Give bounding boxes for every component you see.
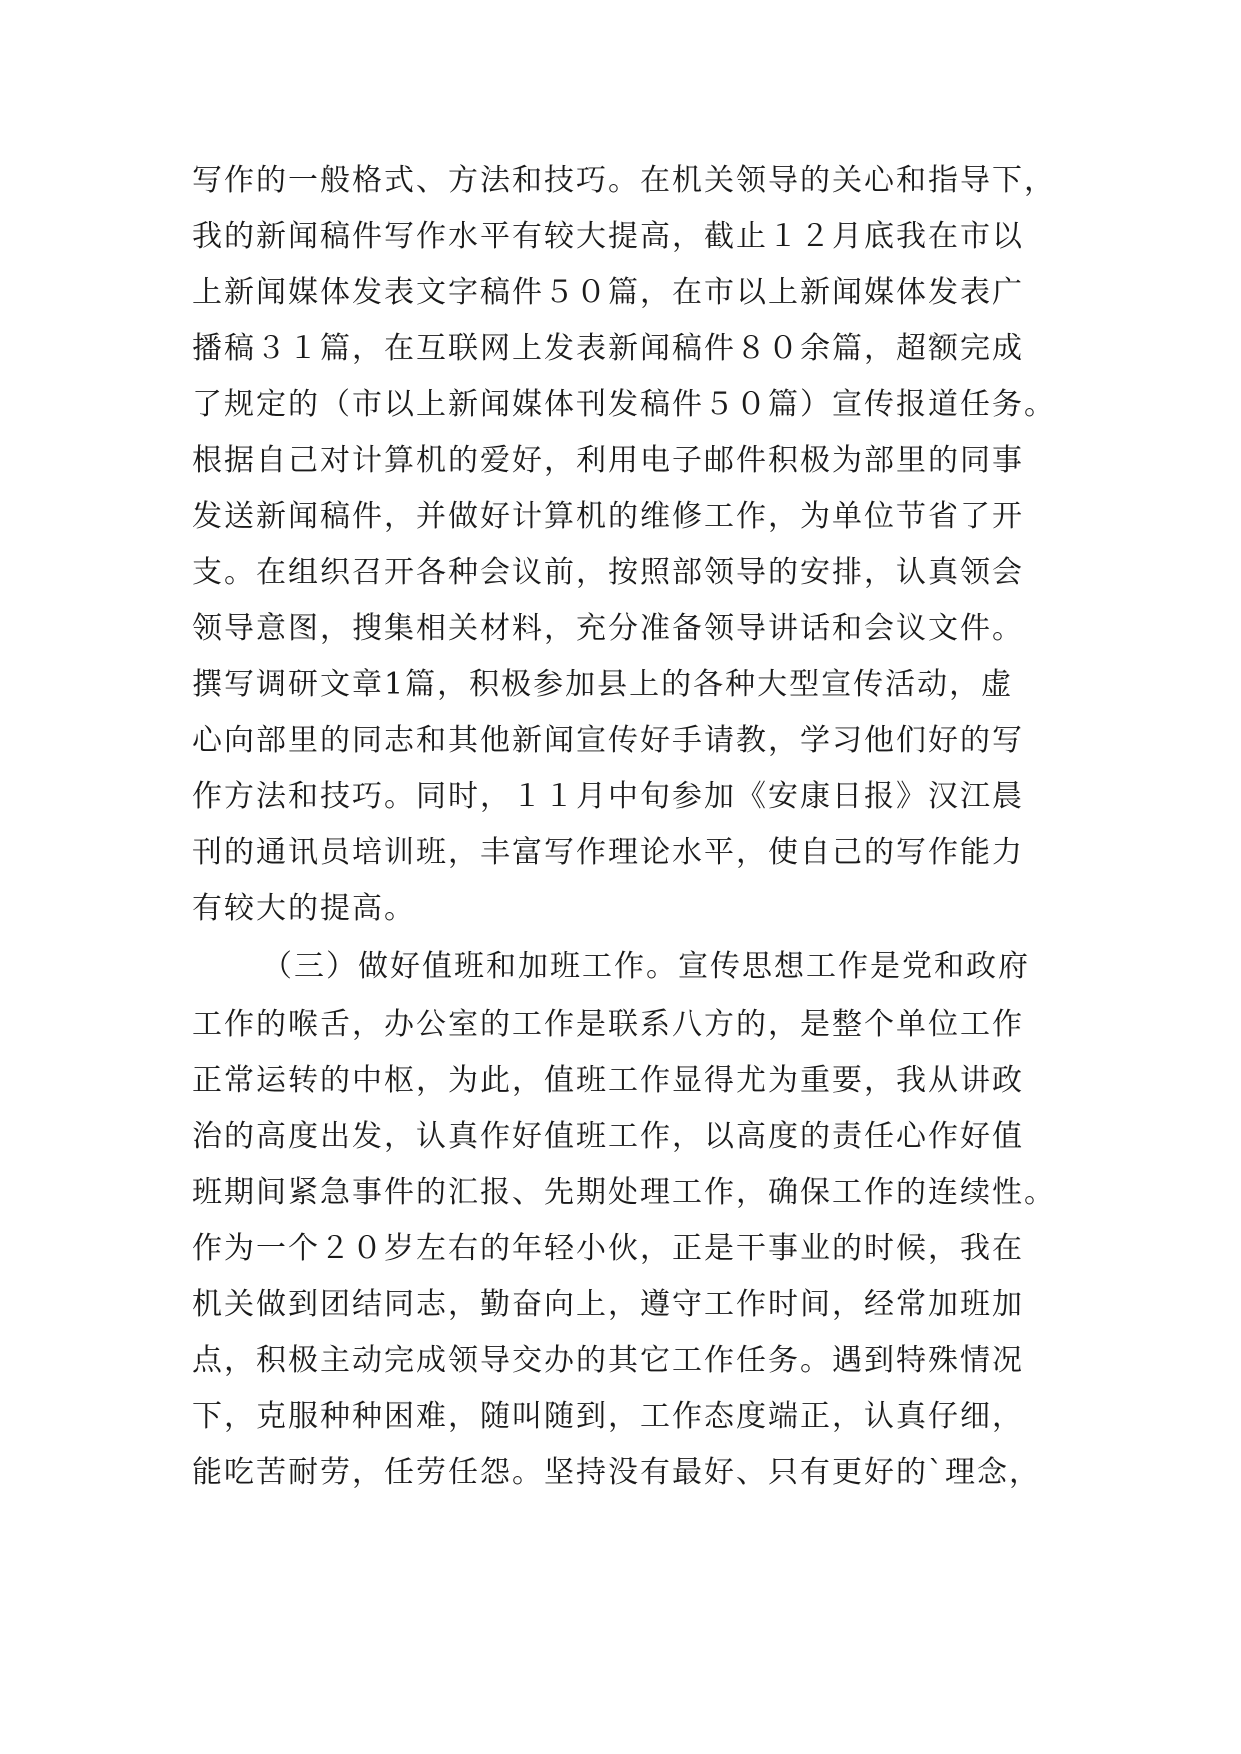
text-line: 作方法和技巧。同时，１１月中旬参加《安康日报》汉江晨 xyxy=(192,779,1024,814)
text-line: 班期间紧急事件的汇报、先期处理工作，确保工作的连续性。 xyxy=(192,1175,1056,1210)
text-line: 了规定的（市以上新闻媒体刊发稿件５０篇）宣传报道任务。 xyxy=(192,387,1056,422)
text-line: 我的新闻稿件写作水平有较大提高，截止１２月底我在市以 xyxy=(192,219,1024,254)
text-line: 发送新闻稿件，并做好计算机的维修工作，为单位节省了开 xyxy=(192,499,1024,534)
text-line: 机关做到团结同志，勤奋向上，遵守工作时间，经常加班加 xyxy=(192,1287,1024,1322)
text-line: 撰写调研文章1篇，积极参加县上的各种大型宣传活动，虚 xyxy=(192,667,1014,702)
text-line: 有较大的提高。 xyxy=(192,891,416,926)
text-line: 支。在组织召开各种会议前，按照部领导的安排，认真领会 xyxy=(192,555,1024,590)
text-line: 写作的一般格式、方法和技巧。在机关领导的关心和指导下， xyxy=(192,163,1056,198)
text-line: 工作的喉舌，办公室的工作是联系八方的，是整个单位工作 xyxy=(192,1007,1024,1042)
text-line: 播稿３１篇，在互联网上发表新闻稿件８０余篇，超额完成 xyxy=(192,331,1024,366)
text-line: 能吃苦耐劳，任劳任怨。坚持没有最好、只有更好的`理念， xyxy=(192,1455,1041,1490)
text-line: 正常运转的中枢，为此，值班工作显得尤为重要，我从讲政 xyxy=(192,1063,1024,1098)
text-line: 点，积极主动完成领导交办的其它工作任务。遇到特殊情况 xyxy=(192,1343,1024,1378)
text-line: 根据自己对计算机的爱好，利用电子邮件积极为部里的同事 xyxy=(192,443,1024,478)
text-line: 作为一个２０岁左右的年轻小伙，正是干事业的时候，我在 xyxy=(192,1231,1024,1266)
text-line: 心向部里的同志和其他新闻宣传好手请教，学习他们好的写 xyxy=(192,723,1024,758)
text-line: 上新闻媒体发表文字稿件５０篇，在市以上新闻媒体发表广 xyxy=(192,275,1024,310)
section-heading-line: （三）做好值班和加班工作。宣传思想工作是党和政府 xyxy=(262,949,1030,984)
text-line: 治的高度出发，认真作好值班工作，以高度的责任心作好值 xyxy=(192,1119,1024,1154)
text-line: 下，克服种种困难，随叫随到，工作态度端正，认真仔细， xyxy=(192,1399,1024,1434)
text-line: 刊的通讯员培训班，丰富写作理论水平，使自己的写作能力 xyxy=(192,835,1024,870)
text-line: 领导意图，搜集相关材料，充分准备领导讲话和会议文件。 xyxy=(192,611,1024,646)
